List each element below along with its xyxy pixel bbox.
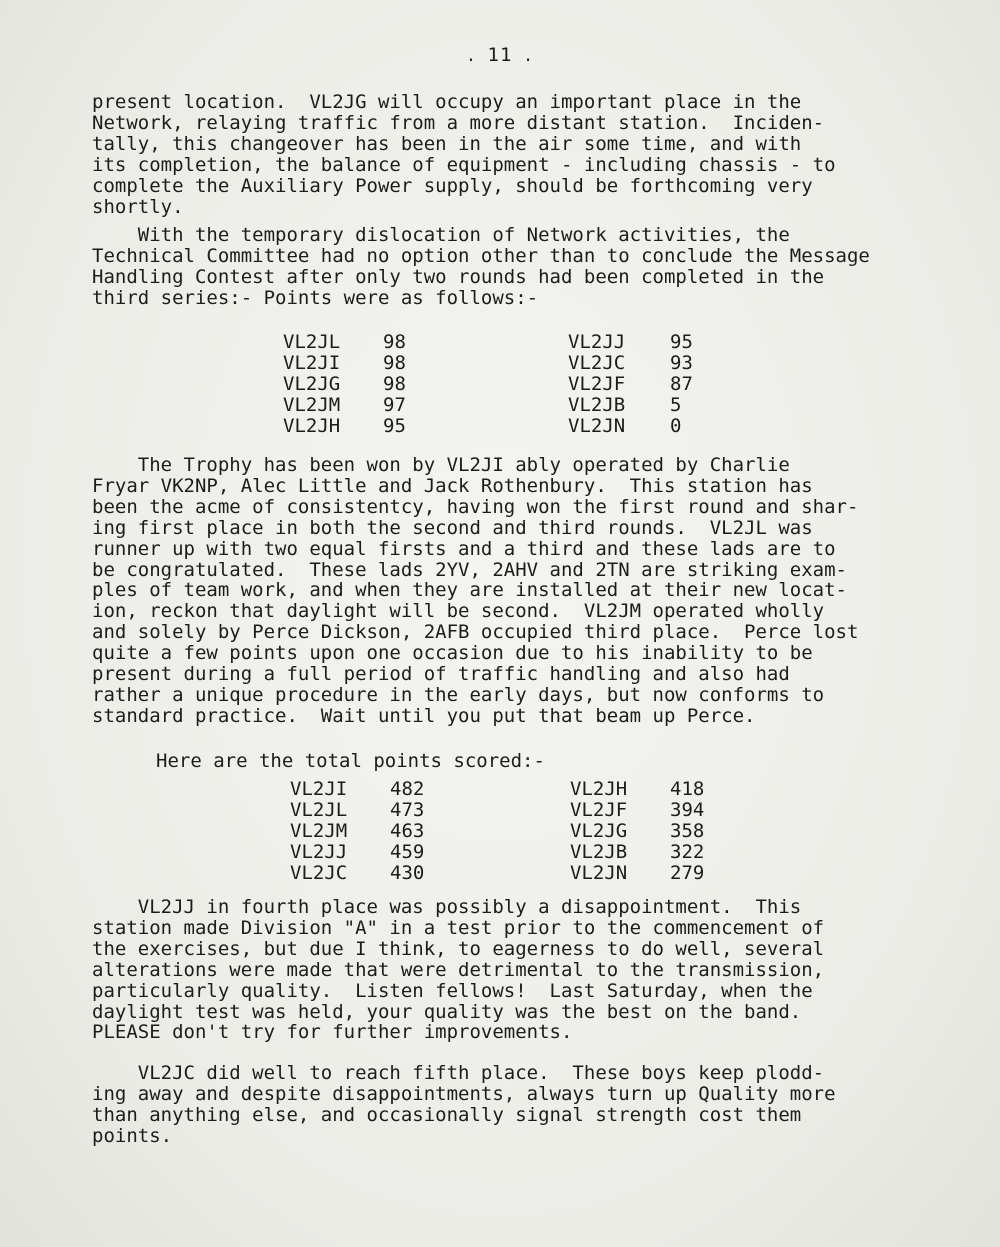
- station-points: 0: [670, 414, 682, 437]
- station-points: 97: [383, 393, 406, 416]
- station-points: 98: [383, 331, 406, 353]
- station-call: VL2JJ: [290, 840, 348, 863]
- table-row: [283, 332, 710, 353]
- station-points: 358: [670, 819, 705, 842]
- station-call: VL2JF: [570, 798, 628, 821]
- station-call: VL2JB: [570, 840, 628, 863]
- station-points: 279: [670, 861, 705, 884]
- paragraph-fifth-place: VL2JC did well to reach fifth place. These boys keep plodd- ing away and despite disappointments, always turn up Quality more than anything else, and occasionally signal strength cost them points.: [92, 1062, 836, 1147]
- paragraph-relay-changeover: present location. VL2JG will occupy an important place in the Network, relaying traffic from a more distant station. Inciden- tally, this changeover has been in the air some time, and with its completion, the balance of equipment - including chassis - to complete the Auxiliary Power supply, should be forthcoming very shortly.: [92, 91, 836, 218]
- station-points: 98: [383, 372, 406, 395]
- table-row: [290, 800, 720, 821]
- paragraph-fourth-place: VL2JJ in fourth place was possibly a disappointment. This station made Division "A" in a test prior to the commencement of the exercises, but due I think, to eagerness to do well, several alterations were made that were detrimental to the transmission, particularly quality. Listen fellows! Last Saturday, when the daylight test was held, your quality was the best on the band. PLEASE don't try for further improvements.: [92, 896, 825, 1044]
- station-call: VL2JC: [290, 861, 348, 884]
- table-row: [290, 779, 720, 800]
- station-call: VL2JG: [283, 372, 341, 395]
- table-row: [283, 416, 710, 437]
- station-points: 322: [670, 840, 705, 863]
- station-points: 482: [390, 778, 425, 800]
- table-row: [283, 374, 710, 395]
- station-call: VL2JH: [283, 414, 341, 437]
- station-call: VL2JL: [290, 798, 348, 821]
- station-call: VL2JN: [568, 414, 626, 437]
- station-call: VL2JI: [290, 778, 348, 800]
- paragraph-contest-conclusion: With the temporary dislocation of Network activities, the Technical Committee had no option other than to conclude the Message Handling Contest after only two rounds had been completed in the third series:- Points were as follows:-: [92, 224, 870, 309]
- station-points: 95: [670, 331, 693, 353]
- station-call: VL2JL: [283, 331, 341, 353]
- station-points: 459: [390, 840, 425, 863]
- station-call: VL2JB: [568, 393, 626, 416]
- page-number: ․ 11 ․: [467, 44, 533, 66]
- station-points: 463: [390, 819, 425, 842]
- station-points: 98: [383, 351, 406, 374]
- station-call: VL2JF: [568, 372, 626, 395]
- station-call: VL2JI: [283, 351, 341, 374]
- round-points-table: [283, 332, 710, 437]
- station-points: 95: [383, 414, 406, 437]
- paragraph-trophy-winner: The Trophy has been won by VL2JI ably operated by Charlie Fryar VK2NP, Alec Little and Jack Rothenbury. This station has been the acme of consistentcy, having won the first round and shar- ing first place in both the second and third rounds. VL2JL was runner up with two equal firsts and a third and these lads are to be congratulated. These lads 2YV, 2AHV and 2TN are striking exam- ples of team work, and when they are installed at their new locat- ion, reckon that daylight will be second. VL2JM operated wholly and solely by Perce Dickson, 2AFB occupied third place. Perce lost quite a few points upon one occasion due to his inability to be present during a full period of traffic handling and also had rather a unique procedure in the early days, but now conforms to standard practice. Wait until you put that beam up Perce.: [92, 454, 859, 727]
- station-points: 418: [670, 778, 705, 800]
- station-points: 5: [670, 393, 682, 416]
- table-row: [290, 821, 720, 842]
- station-points: 87: [670, 372, 693, 395]
- table-row: [290, 842, 720, 863]
- station-call: VL2JC: [568, 351, 626, 374]
- station-call: VL2JM: [290, 819, 348, 842]
- station-call: VL2JM: [283, 393, 341, 416]
- station-points: 93: [670, 351, 693, 374]
- total-points-table: [290, 779, 720, 884]
- totals-heading: Here are the total points scored:-: [156, 750, 545, 772]
- station-call: VL2JJ: [568, 331, 626, 353]
- table-row: [283, 395, 710, 416]
- station-points: 394: [670, 798, 705, 821]
- station-call: VL2JG: [570, 819, 628, 842]
- station-points: 430: [390, 861, 425, 884]
- station-call: VL2JH: [570, 778, 628, 800]
- table-row: [283, 353, 710, 374]
- station-call: VL2JN: [570, 861, 628, 884]
- table-row: [290, 863, 720, 884]
- station-points: 473: [390, 798, 425, 821]
